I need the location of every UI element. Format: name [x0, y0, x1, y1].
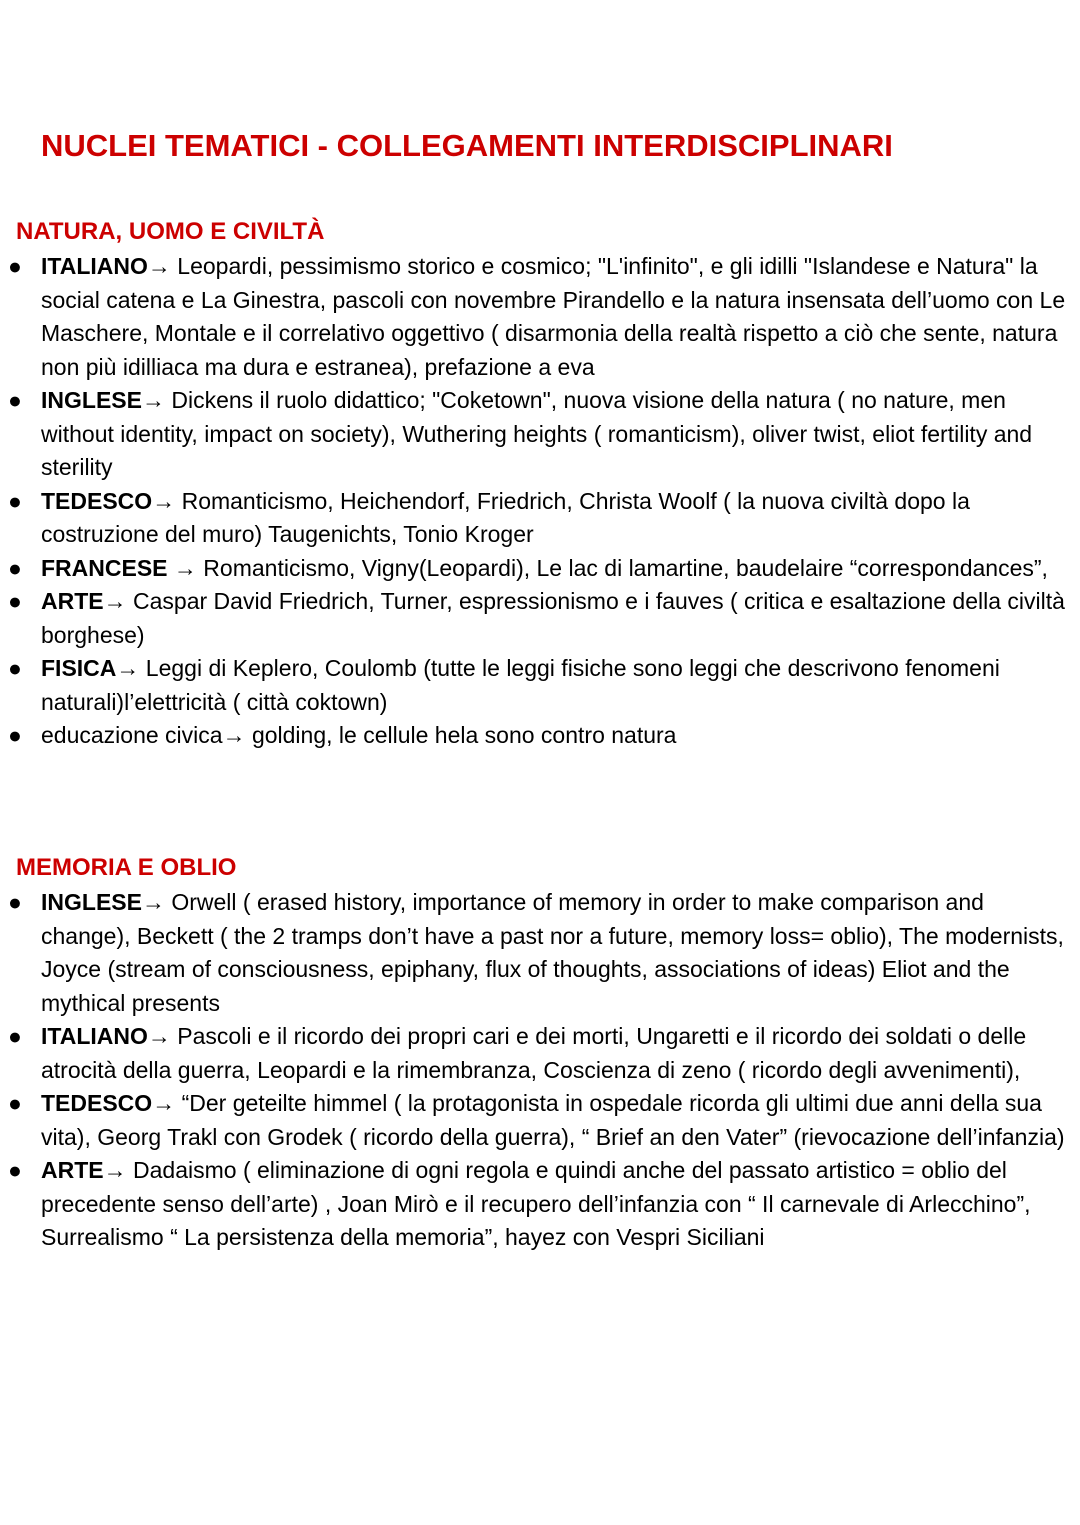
topic-item-francese [8, 552, 1066, 586]
topic-list [8, 250, 1066, 753]
topic-text: “Der geteilte himmel ( la protagonista in ospedale ricorda gli ultimi due anni della sua vita), Georg Trakl con Grodek ( ricordo della guerra), “ Brief an den Vater” (rievocazione dell’infanzia) [41, 1090, 1065, 1150]
topic-item-tedesco [8, 485, 1066, 552]
arrow-icon: → [147, 253, 171, 279]
topic-text: Dickens il ruolo didattico; "Coketown", nuova visione della natura ( no nature, men without identity, impact on society), Wuthering heights ( romanticism), oliver twist, eliot fertility and sterility [41, 387, 1033, 480]
arrow-icon: → [152, 1090, 176, 1116]
subject-label: TEDESCO [41, 487, 153, 514]
topic-item-arte [8, 585, 1066, 652]
topic-item-educazione-civica [8, 719, 1066, 753]
arrow-icon: → [167, 554, 197, 581]
topic-text: Orwell ( erased history, importance of memory in order to make comparison and change), Beckett ( the 2 tramps don’t have a past nor a future, memory loss= oblio), The modernists, Joyce (stream of consciousness, epiphany, flux of thoughts, associations of ideas) Eliot and the mythical presents [41, 889, 1064, 1016]
section-heading: NATURA, UOMO E CIVILTÀ [16, 218, 325, 245]
subject-label: ARTE [41, 588, 104, 614]
subject-label: ITALIANO [41, 253, 148, 279]
bullet-icon: ● [8, 1090, 22, 1116]
bullet-icon: ● [8, 722, 22, 748]
subject-label: ARTE [41, 1157, 104, 1183]
subject-label: ITALIANO [41, 1023, 148, 1049]
topic-item-fisica [8, 652, 1066, 719]
bullet-icon: ● [8, 588, 22, 614]
arrow-icon: → [141, 387, 165, 413]
subject-label: INGLESE [41, 387, 142, 413]
bullet-icon: ● [8, 1157, 22, 1183]
topic-text: Leopardi, pessimismo storico e cosmico; "L'infinito", e gli idilli "Islandese e Natura" la social catena e La Ginestra, pascoli con novembre Pirandello e la natura insensata dell’uomo con Le Maschere, Montale e il correlativo oggettivo ( disarmonia della realtà rispetto a ciò che sente, natura non più idilliaca ma dura e estranea), prefazione a eva [41, 253, 1066, 380]
bullet-icon: ● [8, 655, 22, 681]
topic-text: Dadaismo ( eliminazione di ogni regola e quindi anche del passato artistico = oblio del precedente senso dell’arte) , Joan Mirò e il recupero dell’infanzia con “ Il carnevale di Arlecchino”, Surrealismo “ La persistenza della memoria”, hayez con Vespri Siciliani [41, 1157, 1031, 1250]
page-title: NUCLEI TEMATICI - COLLEGAMENTI INTERDISCIPLINARI [41, 128, 893, 163]
topic-item-italiano [8, 1020, 1066, 1087]
arrow-icon: → [116, 655, 140, 681]
subject-label: FISICA [41, 655, 117, 681]
topic-text: Pascoli e il ricordo dei propri cari e dei morti, Ungaretti e il ricordo dei soldati o delle atrocità della guerra, Leopardi e la rimembranza, Coscienza di zeno ( ricordo degli avvenimenti), [41, 1023, 1027, 1083]
topic-item-italiano [8, 250, 1066, 384]
subject-label: INGLESE [41, 889, 142, 915]
bullet-icon: ● [8, 554, 22, 581]
arrow-icon: → [152, 487, 176, 514]
arrow-icon: → [147, 1023, 171, 1049]
topic-text: Romanticismo, Heichendorf, Friedrich, Christa Woolf ( la nuova civiltà dopo la costruzione del muro) Taugenichts, Tonio Kroger [41, 487, 970, 547]
arrow-icon: → [222, 722, 246, 748]
arrow-icon: → [141, 889, 165, 915]
topic-text: golding, le cellule hela sono contro natura [245, 722, 677, 748]
bullet-icon: ● [8, 387, 22, 413]
topic-text: Leggi di Keplero, Coulomb (tutte le leggi fisiche sono leggi che descrivono fenomeni naturali)l’elettricità ( città coktown) [41, 655, 1000, 715]
bullet-icon: ● [8, 487, 22, 514]
topic-item-inglese [8, 886, 1066, 1020]
topic-text: Caspar David Friedrich, Turner, espressionismo e i fauves ( critica e esaltazione della civiltà borghese) [41, 588, 1065, 648]
topic-item-inglese [8, 384, 1066, 485]
subject-label: FRANCESE [41, 554, 168, 581]
bullet-icon: ● [8, 1023, 22, 1049]
bullet-icon: ● [8, 253, 22, 279]
section-memoria-oblio [8, 851, 1066, 1255]
topic-text: Romanticismo, Vigny(Leopardi), Le lac di lamartine, baudelaire “correspondances”, [196, 554, 1048, 581]
topic-list [8, 886, 1066, 1255]
topic-item-tedesco [8, 1087, 1066, 1154]
arrow-icon: → [103, 588, 127, 614]
topic-item-arte [8, 1154, 1066, 1255]
section-natura-uomo-civilta [8, 215, 1066, 753]
bullet-icon: ● [8, 889, 22, 915]
section-heading: MEMORIA E OBLIO [16, 854, 237, 881]
subject-label: TEDESCO [41, 1090, 153, 1116]
arrow-icon: → [103, 1157, 127, 1183]
subject-label: educazione civica [41, 722, 223, 748]
